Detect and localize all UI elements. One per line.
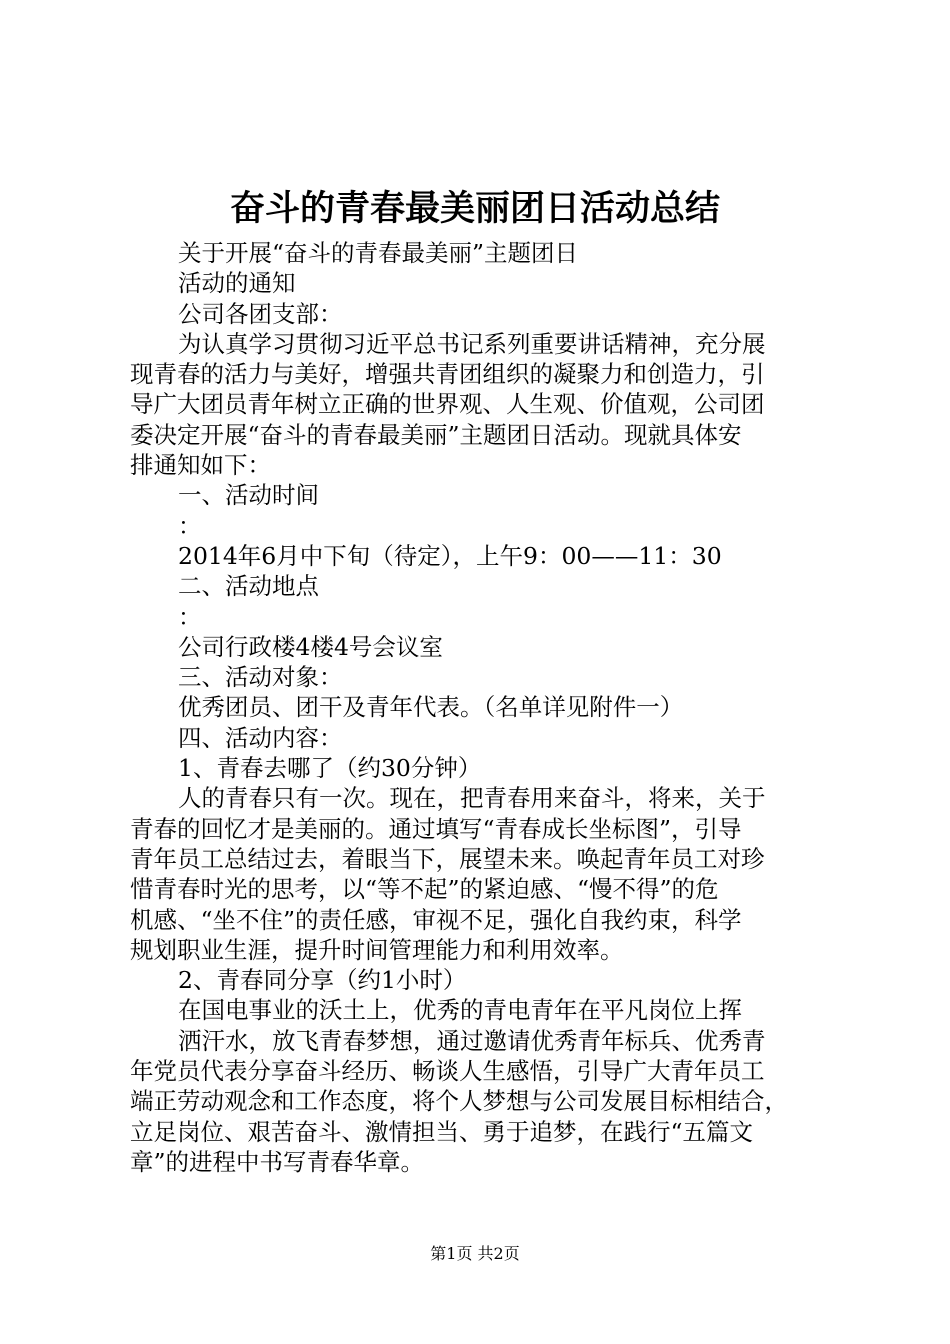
paragraph-line: 排通知如下：	[130, 451, 271, 480]
paragraph-line: 四、活动内容：	[178, 723, 343, 752]
paragraph-line: 青春的回忆才是美丽的。通过填写“青春成长坐标图”，引导	[130, 814, 742, 843]
document-body	[130, 238, 830, 1177]
paragraph-line: 规划职业生涯，提升时间管理能力和利用效率。	[130, 935, 624, 964]
paragraph-line: 章”的进程中书写青春华章。	[130, 1147, 425, 1176]
paragraph-line: ：	[178, 602, 202, 631]
paragraph-line: 机感、“坐不住”的责任感，审视不足，强化自我约束，科学	[130, 905, 742, 934]
paragraph-line: 惜青春时光的思考，以“等不起”的紧迫感、“慢不得”的危	[130, 875, 719, 904]
paragraph-line: 1、青春去哪了（约30分钟）	[178, 754, 482, 783]
paragraph-line: 立足岗位、艰苦奋斗、激情担当、勇于追梦，在践行“五篇文	[130, 1117, 754, 1146]
paragraph-line: 导广大团员青年树立正确的世界观、人生观、价值观，公司团	[130, 390, 765, 419]
paragraph-line: 公司行政楼4楼4号会议室	[178, 632, 443, 661]
document-title: 奋斗的青春最美丽团日活动总结	[229, 189, 720, 229]
paragraph-line: 一、活动时间	[178, 481, 319, 510]
paragraph-line: 2014年6月中下旬（待定），上午9：00——11：30	[178, 541, 722, 570]
paragraph-line: 为认真学习贯彻习近平总书记系列重要讲话精神，充分展	[178, 329, 766, 358]
paragraph-line: 公司各团支部：	[178, 299, 343, 328]
paragraph-line: 人的青春只有一次。现在，把青春用来奋斗，将来，关于	[178, 784, 766, 813]
paragraph-line: 洒汗水，放飞青春梦想，通过邀请优秀青年标兵、优秀青	[178, 1026, 766, 1055]
paragraph-line: 活动的通知	[178, 269, 296, 298]
paragraph-line: 委决定开展“奋斗的青春最美丽”主题团日活动。现就具体安	[130, 420, 742, 449]
paragraph-line: 三、活动对象：	[178, 663, 343, 692]
paragraph-line: 端正劳动观念和工作态度，将个人梦想与公司发展目标相结合，	[130, 1087, 788, 1116]
paragraph-line: 关于开展“奋斗的青春最美丽”主题团日	[178, 239, 579, 267]
paragraph-line: 优秀团员、团干及青年代表。（名单详见附件一）	[178, 693, 684, 722]
paragraph-line: 2、青春同分享（约1小时）	[178, 966, 467, 995]
paragraph-line: 在国电事业的沃土上，优秀的青电青年在平凡岗位上挥	[178, 996, 742, 1025]
paragraph-line: 二、活动地点	[178, 572, 319, 601]
paragraph-line: 青年员工总结过去，着眼当下，展望未来。唤起青年员工对珍	[130, 844, 765, 873]
paragraph-line: 现青春的活力与美好，增强共青团组织的凝聚力和创造力，引	[130, 360, 765, 389]
paragraph-line: ：	[178, 511, 202, 540]
paragraph-line: 年党员代表分享奋斗经历、畅谈人生感悟，引导广大青年员工	[130, 1057, 765, 1086]
page-footer: 第1页 共2页	[430, 1244, 520, 1263]
